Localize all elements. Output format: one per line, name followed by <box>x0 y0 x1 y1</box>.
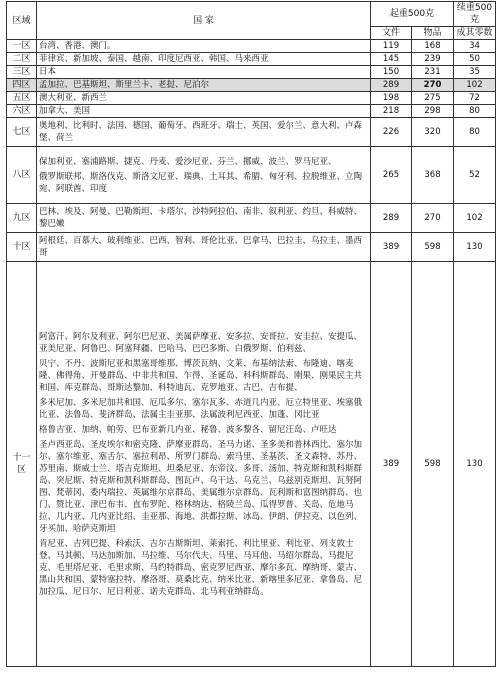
table-row <box>7 105 496 118</box>
countries-cell: 澳大利亚、新西兰 <box>37 92 371 105</box>
table-row <box>7 40 496 53</box>
region-cell: 十区 <box>7 233 37 262</box>
countries-line: 贝宁、不丹、波斯尼亚和黑塞哥维那、博茨瓦纳、文莱、布基纳法索、布隆迪、喀麦隆、佛得角、开曼群岛、中非共和国、乍得、圣诞岛、科科斯群岛、刚果、刚果民主共和国、库克群岛、哥斯达黎加、科特迪瓦、克罗地亚、古巴、吉布提、 <box>39 358 363 393</box>
region-cell: 一区 <box>7 40 37 53</box>
goods-price: 231 <box>412 66 454 79</box>
countries-line: 多米尼加、多米尼加共和国、厄瓜多尔、塞尔瓦多、赤道几内亚、厄立特里亚、埃塞俄比亚、法鲁岛、斐济群岛、法属主圭亚那、法属波利尼西亚、加蓬、冈比亚 <box>39 397 363 420</box>
countries-line: 肯尼亚、吉列巴提、科索沃、吉尔吉斯斯坦、莱索托、利比里亚、利比亚、列支敦士登、马其顿、马达加斯加、马拉维、马尔代夫、马里、马耳他、马绍尔群岛、马提尼克、毛里塔尼亚、毛里求斯、马约特群岛、密克罗尼西亚、摩尔多瓦、摩纳哥、蒙古、黑山共和国、蒙特塞拉特、摩洛哥、莫桑比克、纳米比亚、新喀里多尼亚、拿鲁岛、尼加拉瓜、尼日尔、尼日利亚、诺夫克群岛、北马利亚纳群岛。 <box>39 538 363 597</box>
additional-price: 80 <box>454 118 496 147</box>
document-price: 150 <box>371 66 412 79</box>
goods-price: 168 <box>412 40 454 53</box>
countries-cell: 日本 <box>37 66 371 79</box>
additional-price: 34 <box>454 40 496 53</box>
countries-cell: 阿根廷、百慕大、玻利维亚、巴西、智利、哥伦比亚、巴拿马、巴拉圭、乌拉圭、墨西哥 <box>37 233 371 262</box>
goods-price: 275 <box>412 92 454 105</box>
goods-price: 320 <box>412 118 454 147</box>
region-cell: 十一区 <box>7 262 37 667</box>
region-cell: 三区 <box>7 66 37 79</box>
countries-line: 圣卢西亚岛、圣皮埃尔和密克隆、萨摩亚群岛、圣马力诺、圣多美和普林西比、塞尔加尔、塞尔维亚、塞舌尔、塞拉利昂、所罗门群岛、索马里、圣基茨、圣文森特、苏丹、苏里南、斯威士兰、塔吉克斯坦、坦桑尼亚、东帝汶、多哥、汤加、特克斯和凯科斯群岛、突尼斯、特克斯和凯科斯群岛、图瓦卢、乌干达、乌克兰、乌兹别克斯坦、瓦努阿图、梵蒂冈、委内瑞拉、英属维尔京群岛、美属维尔京群岛、瓦利斯和富图纳群岛、也门、赞比亚、津巴布韦、直布罗陀、格林纳达、格陵兰岛、瓜得罗普、关岛、危地马拉、几内亚、几内亚比绍、圭亚那、海地、洪都拉斯、冰岛、伊朗、伊拉克、以色列、牙买加、哈萨克斯坦 <box>39 439 363 534</box>
countries-header: 国 家 <box>37 2 371 40</box>
region-header: 区域 <box>7 2 37 40</box>
additional-price: 52 <box>454 147 496 204</box>
document-price: 145 <box>371 53 412 66</box>
additional-price: 72 <box>454 92 496 105</box>
cost-factor-header: 成其零数 <box>454 27 496 40</box>
region-cell: 六区 <box>7 105 37 118</box>
document-price: 218 <box>371 105 412 118</box>
first-weight-header: 起重500克 <box>371 2 454 27</box>
countries-cell: 台湾、香港、澳门。 <box>37 40 371 53</box>
table-row <box>7 53 496 66</box>
table-row <box>7 118 496 147</box>
countries-cell: 加拿大、美国 <box>37 105 371 118</box>
document-price: 226 <box>371 118 412 147</box>
additional-price: 102 <box>454 204 496 233</box>
document-price: 119 <box>371 40 412 53</box>
region-cell: 八区 <box>7 147 37 204</box>
table-row <box>7 92 496 105</box>
countries-cell: 孟加拉、巴基斯坦、斯里兰卡、老挝、尼泊尔 <box>37 79 371 92</box>
goods-price: 298 <box>412 105 454 118</box>
region-cell: 五区 <box>7 92 37 105</box>
additional-price: 130 <box>454 262 496 667</box>
region-cell: 二区 <box>7 53 37 66</box>
document-price: 289 <box>371 79 412 92</box>
goods-price: 270 <box>412 204 454 233</box>
additional-weight-header: 续重500克 <box>454 2 496 27</box>
region-cell: 四区 <box>7 79 37 92</box>
goods-price: 368 <box>412 147 454 204</box>
table-row <box>7 79 496 92</box>
goods-price: 598 <box>412 233 454 262</box>
additional-price: 35 <box>454 66 496 79</box>
countries-line: 阿富汗、阿尔及利亚、阿尔巴尼亚、美属萨摩亚、安多拉、安哥拉、安圭拉、安提瓜、亚美尼亚、阿鲁巴、阿塞拜疆、巴哈马、巴巴多斯、白俄罗斯、伯利兹、 <box>39 331 363 354</box>
additional-price: 130 <box>454 233 496 262</box>
additional-price: 50 <box>454 53 496 66</box>
countries-cell: 菲律宾、新加坡、泰国、越南、印度尼西亚、韩国、马来西亚 <box>37 53 371 66</box>
document-price: 389 <box>371 262 412 667</box>
region-cell: 九区 <box>7 204 37 233</box>
countries-line: 俄罗斯联邦、斯洛伐克、斯洛文尼亚、瑞典、土耳其、希腊、匈牙利、拉脱维亚、立陶宛、阿联酋、印度 <box>39 171 363 194</box>
table-row <box>7 66 496 79</box>
shipping-rate-table <box>6 1 496 667</box>
additional-price: 80 <box>454 105 496 118</box>
countries-cell <box>37 147 371 204</box>
document-price: 289 <box>371 204 412 233</box>
document-price: 198 <box>371 92 412 105</box>
table-row <box>7 262 496 667</box>
goods-price: 598 <box>412 262 454 667</box>
countries-cell <box>37 262 371 667</box>
goods-price: 239 <box>412 53 454 66</box>
table-row <box>7 233 496 262</box>
additional-price: 102 <box>454 79 496 92</box>
countries-line: 格鲁吉亚、加纳、帕劳、巴布亚新几内亚、秘鲁、波多黎各、留尼汪岛、卢旺达 <box>39 424 337 435</box>
region-cell: 七区 <box>7 118 37 147</box>
goods-header: 物品 <box>412 27 454 40</box>
countries-cell: 奥地利、比利时、法国、德国、葡萄牙、西班牙、瑞士、英国、爱尔兰、意大利、卢森堡、荷兰 <box>37 118 371 147</box>
countries-line: 保加利亚、塞浦路斯、捷克、丹麦、爱沙尼亚、芬兰、挪威、波兰、罗马尼亚、 <box>39 156 337 167</box>
documents-header: 文件 <box>371 27 412 40</box>
table-row <box>7 204 496 233</box>
document-price: 265 <box>371 147 412 204</box>
document-price: 389 <box>371 233 412 262</box>
goods-price: 270 <box>412 79 454 92</box>
countries-cell: 巴林、埃及、阿曼、巴勒斯坦、卡塔尔、沙特阿拉伯、南非、叙利亚、约旦、科威特、黎巴嫩 <box>37 204 371 233</box>
table-row <box>7 147 496 204</box>
